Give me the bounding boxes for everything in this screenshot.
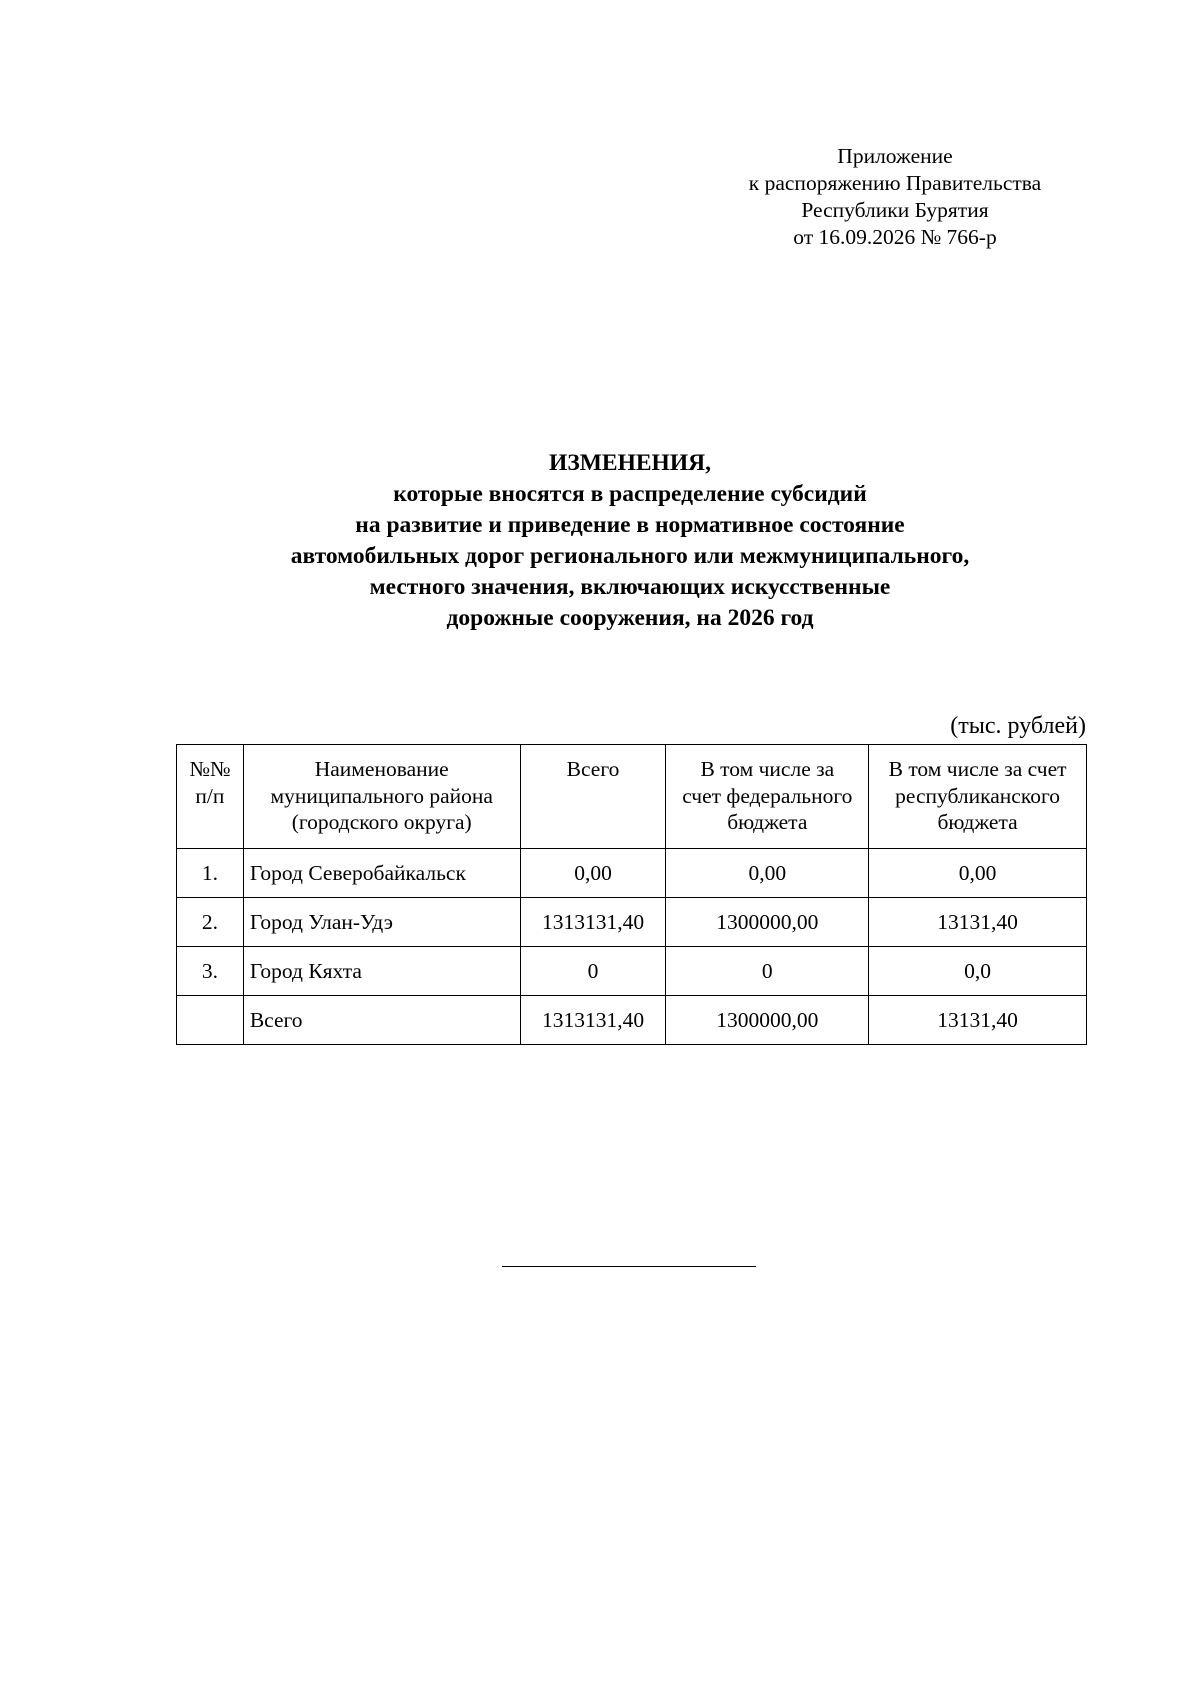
cell-republic: 13131,40 <box>869 996 1087 1045</box>
header-republic-line: республиканского <box>895 783 1060 808</box>
header-municipality-line: (городского округа) <box>291 810 472 834</box>
title-line: дорожные сооружения, на 2026 год <box>446 605 814 631</box>
cell-republic: 0,00 <box>869 849 1087 898</box>
title-line: автомобильных дорог регионального или межмуниципального, <box>290 543 970 569</box>
title-line: которые вносятся в распределение субсидий <box>393 481 867 507</box>
header-total-line: Всего <box>566 757 620 781</box>
annex-line: к распоряжению Правительства <box>748 171 1042 195</box>
cell-total: 1313131,40 <box>520 996 666 1045</box>
cell-federal: 1300000,00 <box>666 898 869 947</box>
cell-number: 1. <box>177 849 244 898</box>
cell-number <box>177 996 244 1045</box>
cell-number: 3. <box>177 947 244 996</box>
annex-line: Республики Бурятия <box>801 198 989 222</box>
cell-total-label: Всего <box>243 996 520 1045</box>
table-header-row <box>177 745 1087 849</box>
cell-total: 1313131,40 <box>520 898 666 947</box>
header-municipality-line: Наименование <box>314 757 449 781</box>
title-line: на развитие и приведение в нормативное состояние <box>355 512 905 538</box>
cell-republic: 0,0 <box>869 947 1087 996</box>
cell-federal: 0,00 <box>666 849 869 898</box>
header-number <box>177 745 244 849</box>
cell-total: 0,00 <box>520 849 666 898</box>
document-title <box>140 448 1120 634</box>
header-federal-line: счет федерального <box>682 783 853 808</box>
header-number-line: п/п <box>195 783 225 808</box>
table-row <box>177 947 1087 996</box>
header-number-line: №№ <box>189 757 231 781</box>
table-total-row <box>177 996 1087 1045</box>
title-line: местного значения, включающих искусственные <box>369 574 891 600</box>
cell-federal: 1300000,00 <box>666 996 869 1045</box>
cell-number: 2. <box>177 898 244 947</box>
units-note: (тыс. рублей) <box>950 713 1086 739</box>
header-federal-line: бюджета <box>727 810 808 834</box>
header-municipality <box>243 745 520 849</box>
header-republic-line: бюджета <box>937 810 1018 834</box>
cell-municipality: Город Северобайкальск <box>243 849 520 898</box>
header-republic-line: В том числе за счет <box>888 757 1067 781</box>
table-row <box>177 898 1087 947</box>
header-federal-line: В том числе за <box>700 757 835 781</box>
annex-date-number: от 16.09.2026 № 766-р <box>793 225 997 249</box>
table-row <box>177 849 1087 898</box>
closing-rule-line <box>502 1266 756 1267</box>
allocation-table <box>176 744 1087 1045</box>
annex-line: Приложение <box>837 144 953 168</box>
cell-total: 0 <box>520 947 666 996</box>
cell-federal: 0 <box>666 947 869 996</box>
title-line: ИЗМЕНЕНИЯ, <box>549 450 711 476</box>
annex-header <box>700 143 1090 251</box>
cell-municipality: Город Кяхта <box>243 947 520 996</box>
cell-municipality: Город Улан-Удэ <box>243 898 520 947</box>
cell-republic: 13131,40 <box>869 898 1087 947</box>
header-total <box>520 745 666 849</box>
header-republic <box>869 745 1087 849</box>
header-federal <box>666 745 869 849</box>
header-municipality-line: муниципального района <box>270 783 493 808</box>
